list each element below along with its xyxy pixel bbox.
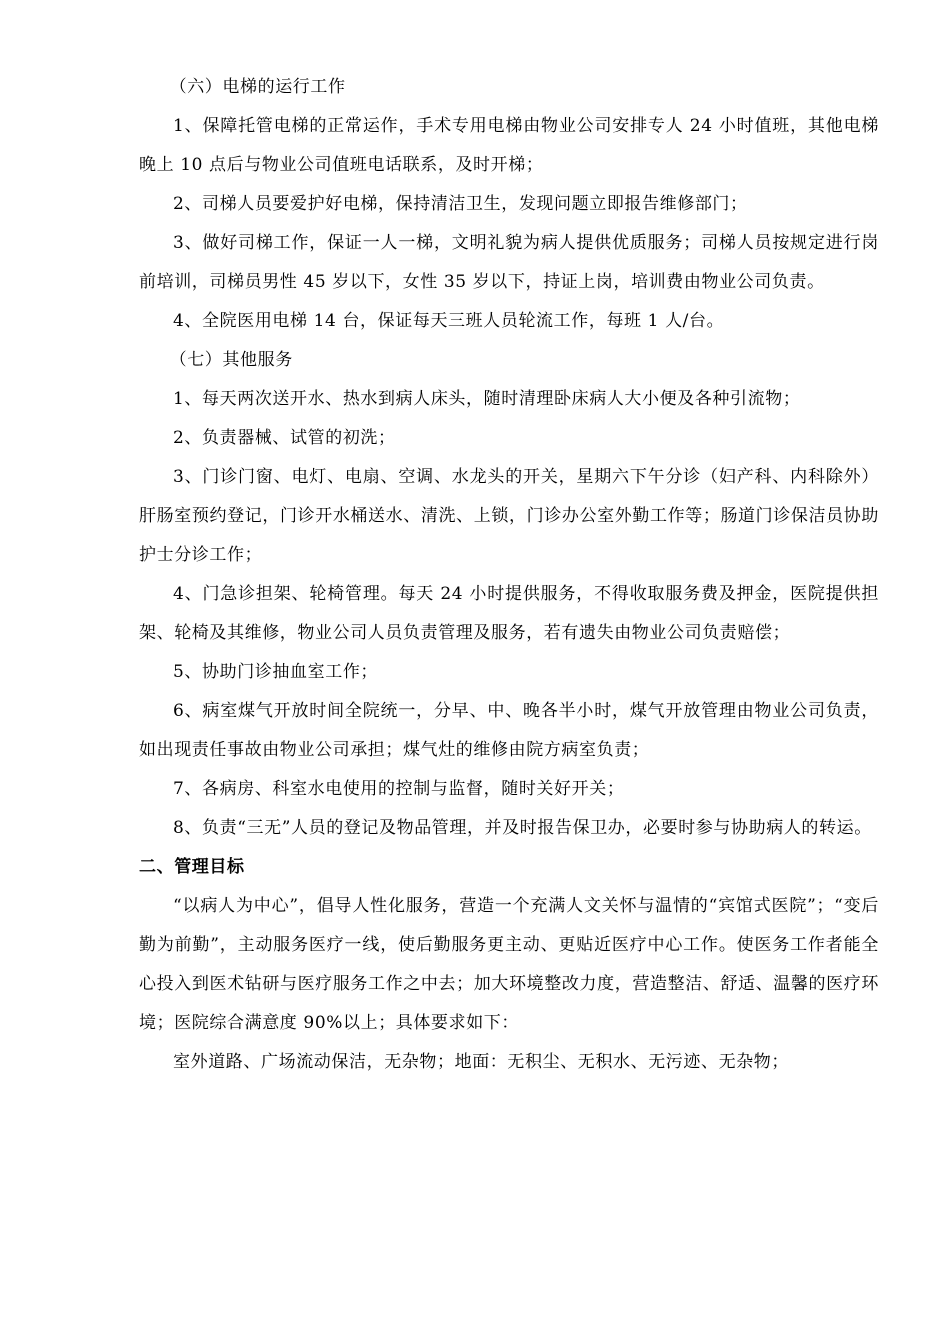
section-heading-other-services: （七）其他服务	[169, 350, 293, 370]
paragraph-other-5: 5、协助门诊抽血室工作；	[173, 662, 379, 682]
paragraph-other-1: 1、每天两次送开水、热水到病人床头，随时清理卧床病人大小便及各种引流物；	[173, 389, 801, 409]
paragraph-elevator-1: 1、保障托管电梯的正常运作，手术专用电梯由物业公司安排专人 24 小时值班，其他电梯晚上 10 点后与物业公司值班电话联系，及时开梯；	[139, 116, 879, 175]
paragraph-elevator-4: 4、全院医用电梯 14 台，保证每天三班人员轮流工作，每班 1 人/台。	[173, 311, 725, 331]
paragraph-other-7: 7、各病房、科室水电使用的控制与监督，随时关好开关；	[173, 779, 625, 799]
paragraph-other-3: 3、门诊门窗、电灯、电扇、空调、水龙头的开关，星期六下午分诊（妇产科、内科除外）肝肠室预约登记，门诊开水桶送水、清洗、上锁，门诊办公室外勤工作等；肠道门诊保洁员协助护士分诊工作；	[139, 467, 879, 565]
paragraph-other-8: 8、负责“三无”人员的登记及物品管理，并及时报告保卫办，必要时参与协助病人的转运。	[173, 818, 872, 838]
document-page	[139, 68, 879, 1082]
paragraph-elevator-3: 3、做好司梯工作，保证一人一梯，文明礼貌为病人提供优质服务；司梯人员按规定进行岗前培训，司梯员男性 45 岁以下，女性 35 岁以下，持证上岗，培训费由物业公司负责。	[139, 233, 879, 292]
paragraph-other-6: 6、病室煤气开放时间全院统一，分早、中、晚各半小时，煤气开放管理由物业公司负责，如出现责任事故由物业公司承担；煤气灶的维修由院方病室负责；	[139, 701, 879, 760]
paragraph-goals-2: 室外道路、广场流动保洁，无杂物；地面：无积尘、无积水、无污迹、无杂物；	[173, 1052, 789, 1072]
paragraph-other-2: 2、负责器械、试管的初洗；	[173, 428, 396, 448]
paragraph-elevator-2: 2、司梯人员要爱护好电梯，保持清洁卫生，发现问题立即报告维修部门；	[173, 194, 748, 214]
section-heading-management-goals: 二、管理目标	[139, 857, 245, 877]
paragraph-goals-1: “以病人为中心”，倡导人性化服务，营造一个充满人文关怀与温情的“宾馆式医院”；“变后勤为前勤”，主动服务医疗一线，使后勤服务更主动、更贴近医疗中心工作。使医务工作者能全心投入到医术钻研与医疗服务工作之中去；加大环境整改力度，营造整洁、舒适、温馨的医疗环境；医院综合满意度 90%以上；具体要求如下：	[139, 896, 879, 1033]
section-heading-elevator: （六）电梯的运行工作	[169, 77, 346, 97]
paragraph-other-4: 4、门急诊担架、轮椅管理。每天 24 小时提供服务，不得收取服务费及押金，医院提供担架、轮椅及其维修，物业公司人员负责管理及服务，若有遗失由物业公司负责赔偿；	[139, 584, 879, 643]
